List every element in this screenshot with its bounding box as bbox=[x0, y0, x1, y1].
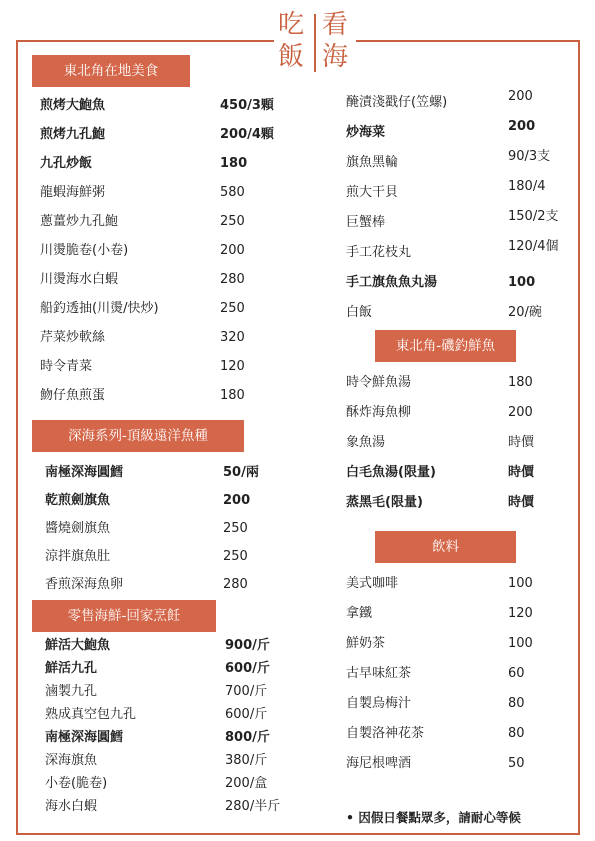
menu-item-price: 700/斤 bbox=[225, 684, 268, 699]
menu-item-price: 150/2支 bbox=[508, 209, 559, 224]
menu-item-name: 手工花枝丸 bbox=[346, 245, 412, 260]
menu-item-price: 80 bbox=[508, 696, 525, 711]
section-title-drinks: 飲料 bbox=[375, 531, 516, 563]
menu-item-price: 280 bbox=[223, 577, 248, 592]
section-title-local: 東北角在地美食 bbox=[32, 55, 190, 87]
menu-item-name: 手工旗魚魚丸湯 bbox=[346, 275, 438, 290]
menu-item-name: 川燙海水白蝦 bbox=[40, 272, 119, 287]
logo-divider bbox=[314, 14, 316, 72]
menu-item-name: 芹菜炒軟絲 bbox=[40, 330, 106, 345]
menu-item-name: 炒海菜 bbox=[346, 125, 386, 140]
menu-item-name: 象魚湯 bbox=[346, 435, 386, 450]
logo-char: 吃 bbox=[278, 10, 305, 40]
menu-item-name: 鮮活九孔 bbox=[45, 661, 98, 676]
menu-item-price: 100 bbox=[508, 275, 536, 290]
section-title-deep: 深海系列-頂級遠洋魚種 bbox=[32, 420, 244, 452]
section-title-retail: 零售海鮮-回家烹飪 bbox=[32, 600, 216, 632]
menu-item-price: 100 bbox=[508, 636, 533, 651]
menu-item-price: 250 bbox=[223, 521, 248, 536]
menu-item-name: 白飯 bbox=[346, 305, 373, 320]
menu-item-price: 180/4 bbox=[508, 179, 546, 194]
menu-item-name: 船釣透抽(川燙/快炒) bbox=[40, 301, 159, 316]
menu-item-price: 250 bbox=[220, 214, 245, 229]
menu-item-price: 280 bbox=[220, 272, 245, 287]
menu-item-price: 600/斤 bbox=[225, 661, 270, 676]
menu-item-name: 涼拌旗魚肚 bbox=[45, 549, 111, 564]
menu-item-price: 250 bbox=[220, 301, 245, 316]
menu-item-name: 鮮奶茶 bbox=[346, 636, 386, 651]
menu-item-name: 熟成真空包九孔 bbox=[45, 707, 137, 722]
menu-item-price: 20/碗 bbox=[508, 305, 542, 320]
menu-item-price: 200 bbox=[508, 119, 536, 134]
menu-item-name: 自製烏梅汁 bbox=[346, 696, 412, 711]
menu-item-price: 900/斤 bbox=[225, 638, 270, 653]
menu-item-price: 200 bbox=[223, 493, 251, 508]
menu-item-name: 時令青菜 bbox=[40, 359, 93, 374]
holiday-notice: • 因假日餐點眾多，請耐心等候 bbox=[346, 810, 521, 825]
menu-item-name: 自製洛神花茶 bbox=[346, 726, 425, 741]
menu-item-price: 100 bbox=[508, 576, 533, 591]
logo-char: 海 bbox=[322, 42, 349, 72]
menu-item-name: 龍蝦海鮮粥 bbox=[40, 185, 106, 200]
menu-item-name: 深海旗魚 bbox=[45, 753, 98, 768]
menu-item-price: 50/兩 bbox=[223, 465, 259, 480]
menu-item-name: 美式咖啡 bbox=[346, 576, 399, 591]
logo-char: 看 bbox=[322, 10, 349, 40]
menu-item-price: 450/3顆 bbox=[220, 98, 274, 113]
menu-item-price: 250 bbox=[223, 549, 248, 564]
menu-item-price: 280/半斤 bbox=[225, 799, 281, 814]
menu-item-name: 酥炸海魚柳 bbox=[346, 405, 412, 420]
menu-item-name: 蔥薑炒九孔鮑 bbox=[40, 214, 119, 229]
menu-item-price: 200 bbox=[508, 405, 533, 420]
logo-char: 飯 bbox=[278, 42, 305, 72]
menu-item-name: 乾煎劍旗魚 bbox=[45, 493, 111, 508]
menu-item-name: 時令鮮魚湯 bbox=[346, 375, 412, 390]
brand-logo bbox=[274, 6, 356, 76]
menu-item-name: 小卷(脆卷) bbox=[45, 776, 108, 791]
menu-item-price: 時價 bbox=[508, 435, 535, 450]
menu-item-price: 180 bbox=[220, 388, 245, 403]
menu-item-name: 南極深海圓鱈 bbox=[45, 730, 124, 745]
menu-item-price: 200/4顆 bbox=[220, 127, 274, 142]
menu-item-price: 600/斤 bbox=[225, 707, 268, 722]
menu-item-name: 魩仔魚煎蛋 bbox=[40, 388, 106, 403]
menu-item-price: 380/斤 bbox=[225, 753, 268, 768]
menu-item-price: 180 bbox=[508, 375, 533, 390]
menu-item-price: 120 bbox=[508, 606, 533, 621]
menu-item-name: 煎大干貝 bbox=[346, 185, 399, 200]
menu-item-price: 60 bbox=[508, 666, 525, 681]
menu-item-price: 200 bbox=[508, 89, 533, 104]
menu-item-price: 120/4個 bbox=[508, 239, 559, 254]
menu-item-price: 580 bbox=[220, 185, 245, 200]
menu-item-name: 煎烤大鮑魚 bbox=[40, 98, 106, 113]
menu-item-name: 滷製九孔 bbox=[45, 684, 98, 699]
menu-item-name: 九孔炒飯 bbox=[40, 156, 93, 171]
section-title-fishing: 東北角-磯釣鮮魚 bbox=[375, 330, 516, 362]
menu-item-name: 醬燒劍旗魚 bbox=[45, 521, 111, 536]
menu-item-name: 香煎深海魚卵 bbox=[45, 577, 124, 592]
menu-item-price: 50 bbox=[508, 756, 525, 771]
menu-item-name: 蒸黑毛(限量) bbox=[346, 495, 423, 510]
menu-item-name: 巨蟹棒 bbox=[346, 215, 386, 230]
menu-item-price: 80 bbox=[508, 726, 525, 741]
menu-item-name: 白毛魚湯(限量) bbox=[346, 465, 436, 480]
menu-item-name: 鮮活大鮑魚 bbox=[45, 638, 111, 653]
menu-item-name: 煎烤九孔鮑 bbox=[40, 127, 106, 142]
menu-item-name: 旗魚黑輪 bbox=[346, 155, 399, 170]
menu-item-price: 800/斤 bbox=[225, 730, 270, 745]
menu-item-name: 川燙脆卷(小卷) bbox=[40, 243, 129, 258]
menu-item-price: 200 bbox=[220, 243, 245, 258]
menu-item-price: 180 bbox=[220, 156, 248, 171]
menu-item-name: 醃漬淺戳仔(笠螺) bbox=[346, 95, 448, 110]
menu-item-name: 拿鐵 bbox=[346, 606, 373, 621]
menu-item-name: 南極深海圓鱈 bbox=[45, 465, 124, 480]
menu-item-price: 120 bbox=[220, 359, 245, 374]
menu-item-price: 200/盒 bbox=[225, 776, 268, 791]
menu-item-name: 古早味紅茶 bbox=[346, 666, 412, 681]
menu-item-price: 時價 bbox=[508, 495, 535, 510]
menu-item-name: 海水白蝦 bbox=[45, 799, 98, 814]
menu-item-price: 時價 bbox=[508, 465, 535, 480]
menu-item-price: 90/3支 bbox=[508, 149, 551, 164]
menu-item-price: 320 bbox=[220, 330, 245, 345]
menu-item-name: 海尼根啤酒 bbox=[346, 756, 412, 771]
